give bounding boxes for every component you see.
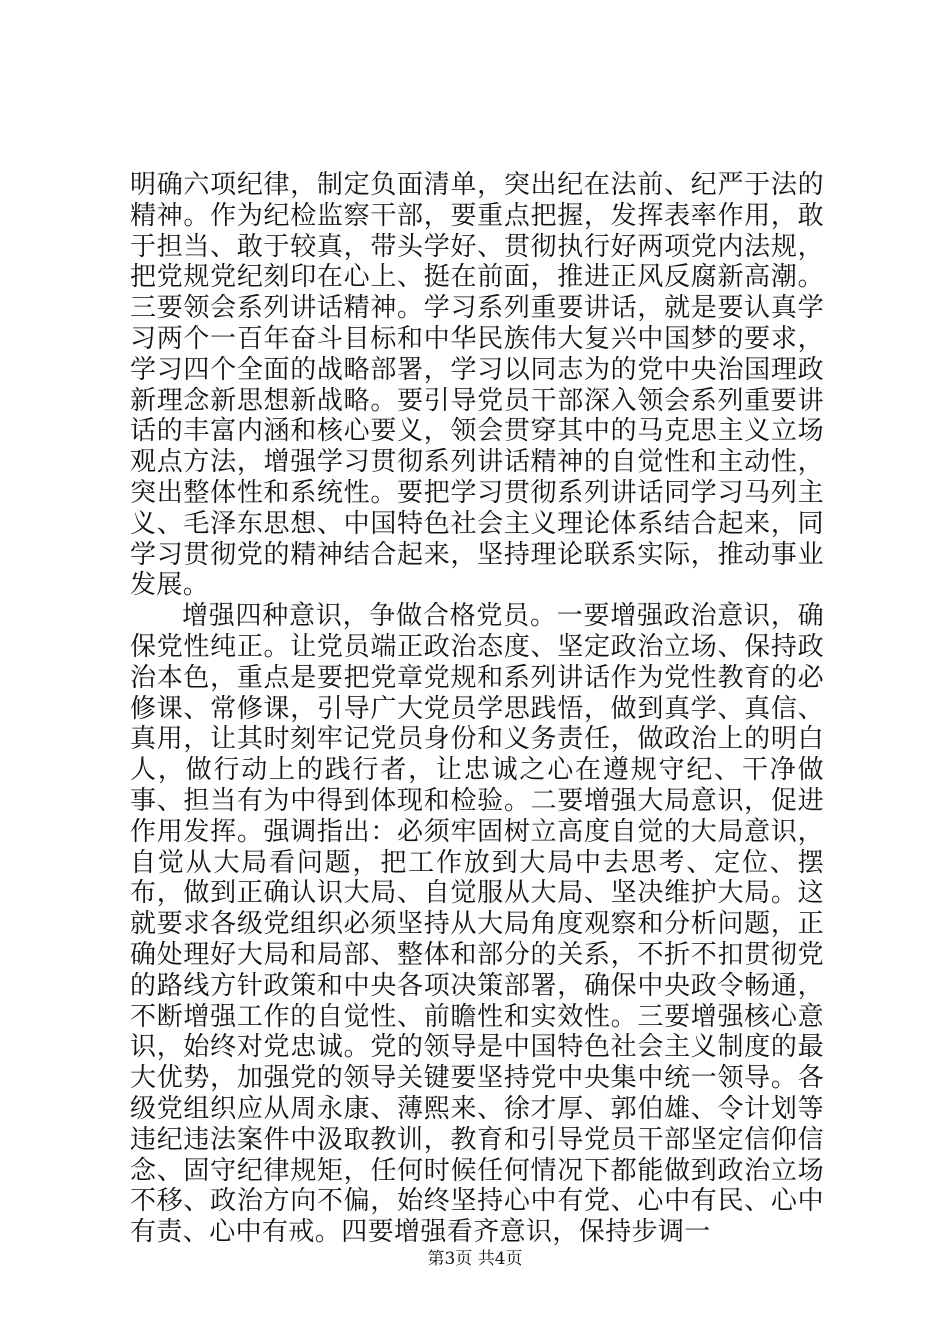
page-footer — [0, 1244, 950, 1269]
paragraph-1: 明确六项纪律，制定负面清单，突出纪在法前、纪严于法的精神。作为纪检监察干部，要重点把握，发挥表率作用，敢于担当、敢于较真，带头学好、贯彻执行好两项党内法规，把党规党纪刻印在心上、挺在前面，推进正风反腐新高潮。三要领会系列讲话精神。学习系列重要讲话，就是要认真学习两个一百年奋斗目标和中华民族伟大复兴中国梦的要求，学习四个全面的战略部署，学习以同志为的党中央治国理政新理念新思想新战略。要引导党员干部深入领会系列重要讲话的丰富内涵和核心要义，领会贯穿其中的马克思主义立场观点方法，增强学习贯彻系列讲话精神的自觉性和主动性，突出整体性和系统性。要把学习贯彻系列讲话同学习马列主义、毛泽东思想、中国特色社会主义理论体系结合起来，同学习贯彻党的精神结合起来，坚持理论联系实际，推动事业发展。 — [130, 170, 824, 601]
paragraph-2: 增强四种意识，争做合格党员。一要增强政治意识，确保党性纯正。让党员端正政治态度、坚定政治立场、保持政治本色，重点是要把党章党规和系列讲话作为党性教育的必修课、常修课，引导广大党员学思践悟，做到真学、真信、真用，让其时刻牢记党员身份和义务责任，做政治上的明白人，做行动上的践行者，让忠诚之心在遵规守纪、干净做事、担当有为中得到体现和检验。二要增强大局意识，促进作用发挥。强调指出：必须牢固树立高度自觉的大局意识，自觉从大局看问题，把工作放到大局中去思考、定位、摆布，做到正确认识大局、自觉服从大局、坚决维护大局。这就要求各级党组织必须坚持从大局角度观察和分析问题，正确处理好大局和局部、整体和部分的关系，不折不扣贯彻党的路线方针政策和中央各项决策部署，确保中央政令畅通，不断增强工作的自觉性、前瞻性和实效性。三要增强核心意识，始终对党忠诚。党的领导是中国特色社会主义制度的最大优势，加强党的领导关键要坚持党中央集中统一领导。各级党组织应从周永康、薄熙来、徐才厚、郭伯雄、令计划等违纪违法案件中汲取教训，教育和引导党员干部坚定信仰信念、固守纪律规矩，任何时候任何情况下都能做到政治立场不移、政治方向不偏，始终坚持心中有党、心中有民、心中有责、心中有戒。四要增强看齐意识，保持步调一 — [130, 601, 824, 1248]
document-body — [130, 170, 824, 1248]
page-number: 第3页 共4页 — [427, 1249, 523, 1269]
